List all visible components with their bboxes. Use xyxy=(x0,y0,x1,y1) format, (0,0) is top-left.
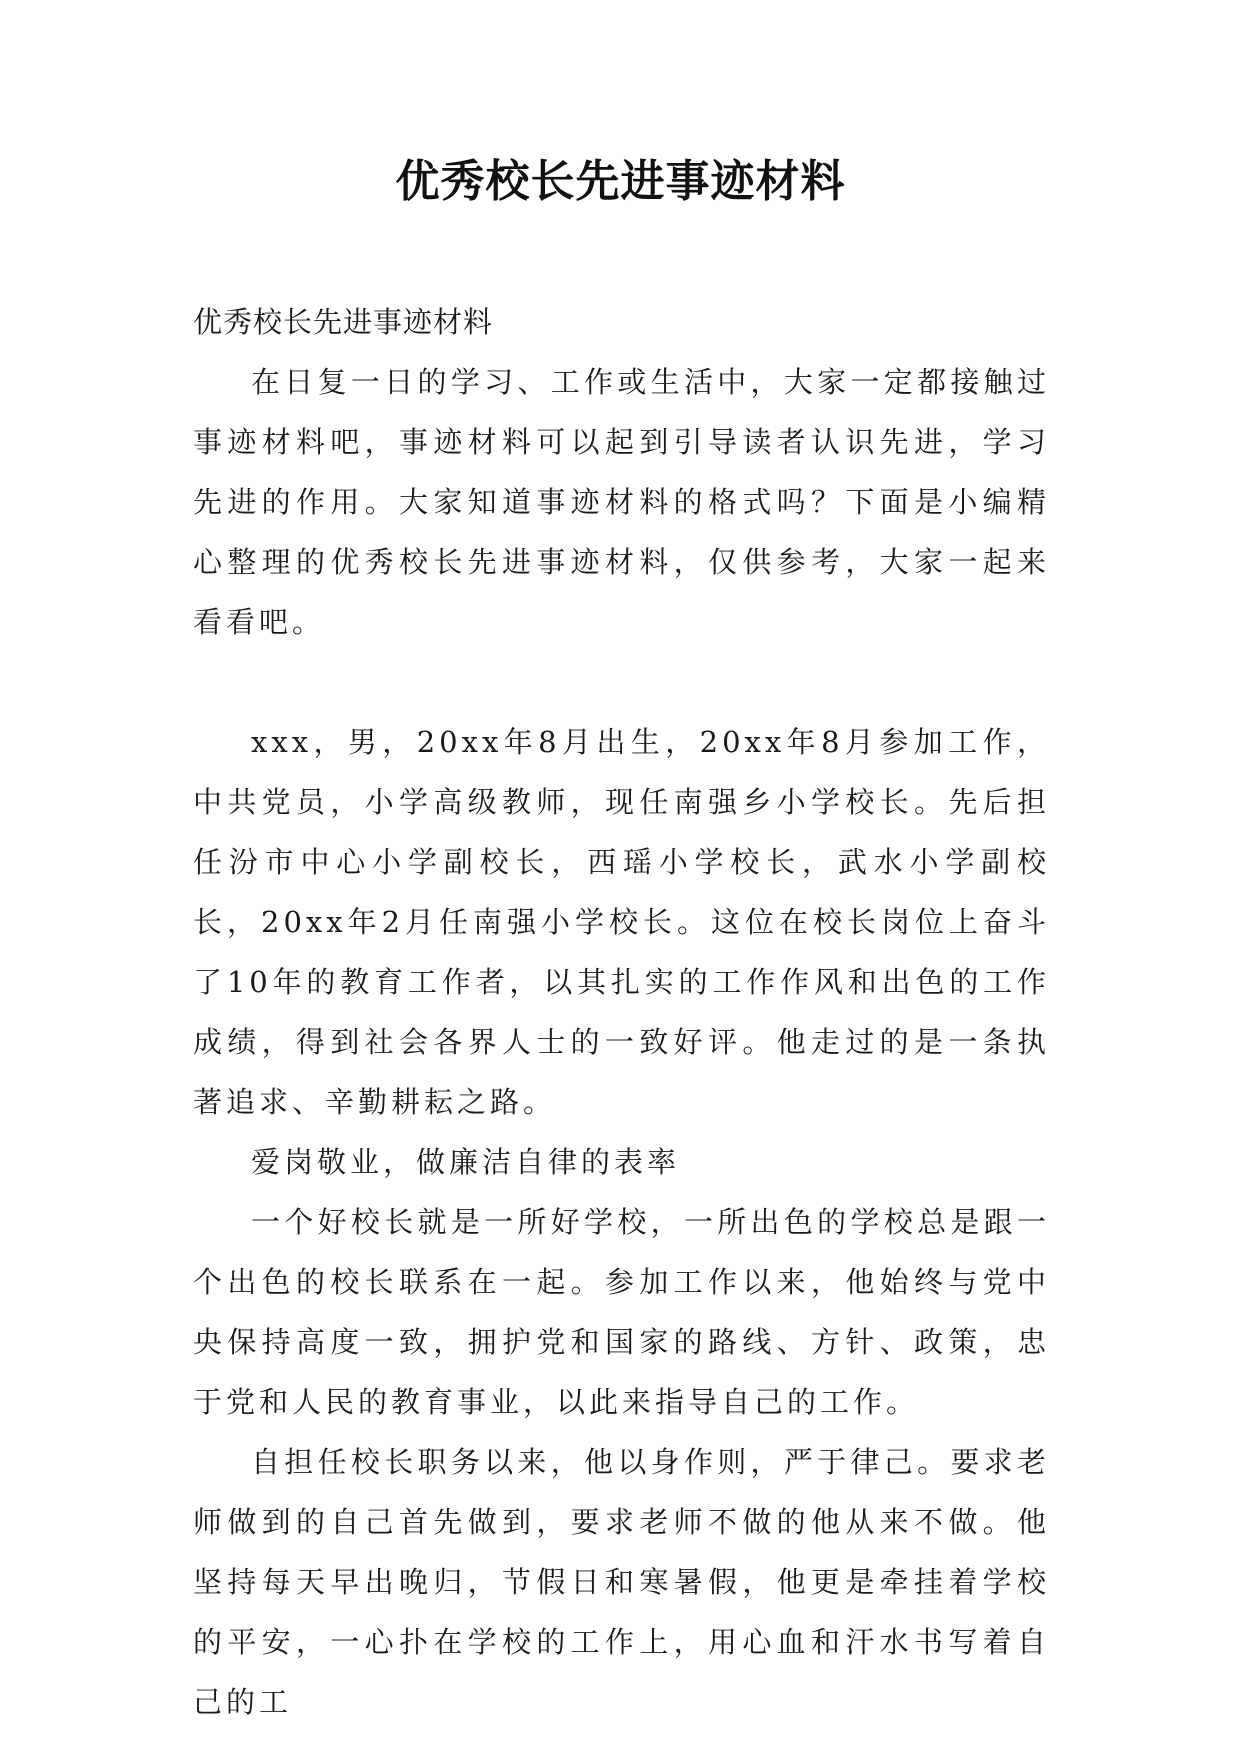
body-paragraph: 一个好校长就是一所好学校，一所出色的学校总是跟一个出色的校长联系在一起。参加工作以来，他始终与党中央保持高度一致，拥护党和国家的路线、方针、政策，忠于党和人民的教育事业，以此来指导自己的工作。 xyxy=(193,1205,1050,1419)
intro-paragraph: 在日复一日的学习、工作或生活中，大家一定都接触过事迹材料吧，事迹材料可以起到引导读者认识先进，学习先进的作用。大家知道事迹材料的格式吗？下面是小编精心整理的优秀校长先进事迹材料，仅供参考，大家一起来看看吧。 xyxy=(193,365,1050,639)
body-paragraph: 自担任校长职务以来，他以身作则，严于律己。要求老师做到的自己首先做到，要求老师不做的他从来不做。他坚持每天早出晚归，节假日和寒暑假，他更是牵挂着学校的平安，一心扑在学校的工作上，用心血和汗水书写着自己的工 xyxy=(193,1445,1050,1719)
document-subtitle: 优秀校长先进事迹材料 xyxy=(193,305,494,339)
document-body xyxy=(193,292,1050,1732)
biography-paragraph: xxx，男，20xx年8月出生，20xx年8月参加工作，中共党员，小学高级教师，现任南强乡小学校长。先后担任汾市中心小学副校长，西瑶小学校长，武水小学副校长，20xx年2月任南强小学校长。这位在校长岗位上奋斗了10年的教育工作者，以其扎实的工作作风和出色的工作成绩，得到社会各界人士的一致好评。他走过的是一条执著追求、辛勤耕耘之路。 xyxy=(193,725,1050,1119)
section-heading: 爱岗敬业，做廉洁自律的表率 xyxy=(251,1145,681,1179)
page-title: 优秀校长先进事迹材料 xyxy=(395,156,846,207)
